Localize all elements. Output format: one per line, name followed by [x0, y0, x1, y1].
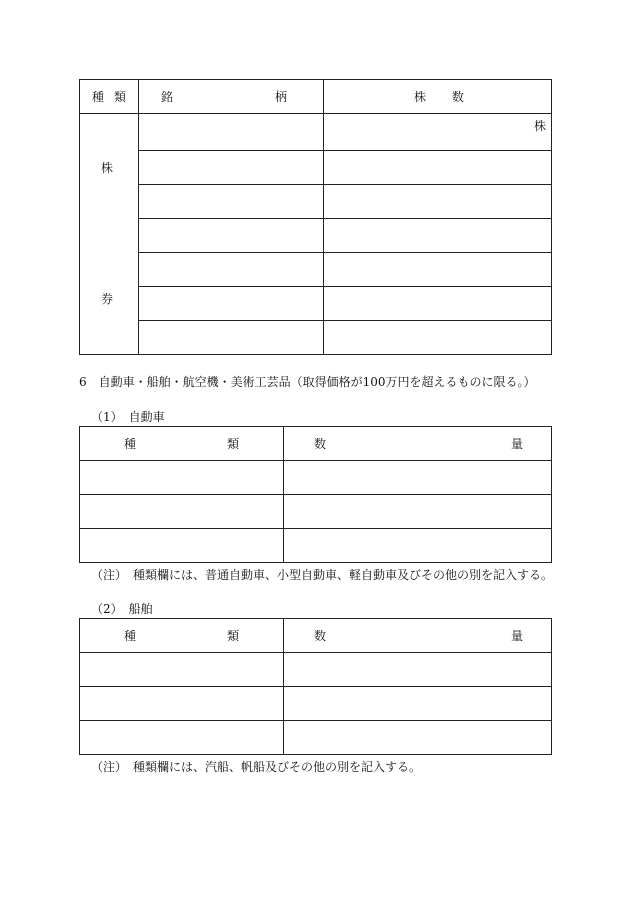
car-table-header	[80, 427, 552, 461]
ship-note: （注） 種類欄には、汽船、帆船及びその他の別を記入する。	[91, 760, 422, 774]
ship-heading: （2） 船舶	[91, 602, 153, 616]
type-label-top: 株	[101, 161, 114, 175]
count-cell[interactable]	[324, 253, 552, 287]
car-heading: （1） 自動車	[91, 410, 165, 424]
car-header-quantity-char2: 量	[510, 437, 523, 451]
car-table	[79, 426, 552, 563]
header-brand-char1: 銘	[161, 90, 174, 104]
table-row	[80, 461, 552, 495]
brand-cell[interactable]	[139, 151, 324, 185]
count-cell[interactable]	[324, 287, 552, 321]
table-row	[80, 185, 552, 219]
count-cell[interactable]	[324, 151, 552, 185]
table-row	[80, 287, 552, 321]
ship-header-type	[80, 619, 284, 653]
car-type-cell[interactable]	[80, 529, 284, 563]
header-count	[324, 80, 552, 114]
brand-cell[interactable]	[139, 287, 324, 321]
table-row	[80, 219, 552, 253]
brand-cell[interactable]	[139, 219, 324, 253]
brand-cell[interactable]	[139, 253, 324, 287]
car-header-quantity-char1: 数	[314, 437, 327, 451]
ship-header-type-char1: 種	[124, 629, 137, 643]
count-cell[interactable]	[324, 114, 552, 151]
ship-type-cell[interactable]	[80, 653, 284, 687]
section6-title: 6 自動車・船舶・航空機・美術工芸品（取得価格が100万円を超えるものに限る。）	[79, 375, 536, 389]
brand-cell[interactable]	[139, 321, 324, 355]
header-count-char1: 株	[414, 90, 427, 104]
car-quantity-cell[interactable]	[284, 461, 552, 495]
brand-cell[interactable]	[139, 185, 324, 219]
ship-type-cell[interactable]	[80, 687, 284, 721]
count-cell[interactable]	[324, 219, 552, 253]
car-header-type-char2: 類	[226, 437, 239, 451]
header-type	[80, 80, 139, 114]
count-cell[interactable]	[324, 321, 552, 355]
type-label-bottom: 券	[101, 292, 114, 306]
car-quantity-cell[interactable]	[284, 529, 552, 563]
brand-cell[interactable]	[139, 114, 324, 151]
car-header-quantity	[284, 427, 552, 461]
type-cell	[80, 114, 139, 355]
header-brand-char2: 柄	[274, 90, 287, 104]
car-quantity-cell[interactable]	[284, 495, 552, 529]
ship-header-quantity-char1: 数	[314, 629, 327, 643]
car-header-type-char1: 種	[124, 437, 137, 451]
table-row	[80, 687, 552, 721]
car-type-cell[interactable]	[80, 461, 284, 495]
table-row	[80, 529, 552, 563]
table-row	[80, 721, 552, 755]
count-cell[interactable]	[324, 185, 552, 219]
shares-table	[79, 79, 552, 355]
ship-header-quantity-char2: 量	[510, 629, 523, 643]
table-row	[80, 495, 552, 529]
ship-table-header	[80, 619, 552, 653]
header-type-char1: 種	[92, 90, 105, 104]
ship-type-cell[interactable]	[80, 721, 284, 755]
ship-header-quantity	[284, 619, 552, 653]
car-note: （注） 種類欄には、普通自動車、小型自動車、軽自動車及びその他の別を記入する。	[91, 568, 554, 582]
header-type-char2: 類	[113, 90, 126, 104]
ship-table	[79, 618, 552, 755]
car-type-cell[interactable]	[80, 495, 284, 529]
ship-header-type-char2: 類	[226, 629, 239, 643]
ship-quantity-cell[interactable]	[284, 721, 552, 755]
share-unit-label: 株	[533, 119, 546, 133]
car-header-type	[80, 427, 284, 461]
table-row	[80, 321, 552, 355]
table-row	[80, 653, 552, 687]
header-brand	[139, 80, 324, 114]
table-row	[80, 151, 552, 185]
ship-quantity-cell[interactable]	[284, 653, 552, 687]
header-count-char2: 数	[451, 90, 464, 104]
table-row	[80, 253, 552, 287]
shares-table-header	[80, 80, 552, 114]
ship-quantity-cell[interactable]	[284, 687, 552, 721]
table-row	[80, 114, 552, 151]
